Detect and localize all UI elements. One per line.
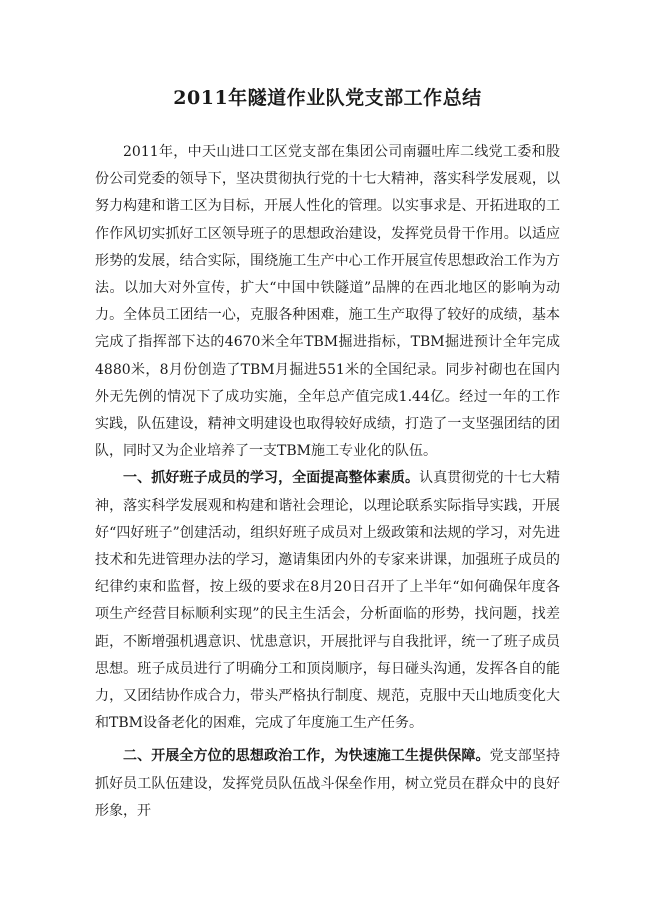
section-1-paragraph [95,465,560,737]
section-2-paragraph [95,743,560,825]
document-title: 2011年隧道作业队党支部工作总结 [173,87,482,109]
section-1-heading: 一、抓好班子成员的学习，全面提高整体素质。 [123,470,420,487]
section-2-heading: 二、开展全方位的思想政治工作，为快速施工生提供保障。 [123,748,490,765]
intro-paragraph: 2011年，中天山进口工区党支部在集团公司南疆吐库二线党工委和股份公司党委的领导下，坚决贯彻执行党的十七大精神，落实科学发展观，以努力构建和谐工区为目标，开展人性化的管理。以实事求是、开拓进取的工作作风切实抓好工区领导班子的思想政治建设，发挥党员骨干作用。以适应形势的发展，结合实际，围绕施工生产中心工作开展宣传思想政治工作为方法。以加大对外宣传，扩大“中国中铁隧道”品牌的在西北地区的影响为动力。全体员工团结一心，克服各种困难，施工生产取得了较好的成绩，基本完成了指挥部下达的4670米全年TBM掘进指标，TBM掘进预计全年完成4880米，8月份创造了TBM月掘进551米的全国纪录。同步衬砌也在国内外无先例的情况下了成功实施，全年总产值完成1.44亿。经过一年的工作实践，队伍建设，精神文明建设也取得较好成绩，打造了一支坚强团结的团队，同时又为企业培养了一支TBM施工专业化的队伍。 [95,144,560,460]
section-2-body: 党支部坚持抓好员工队伍建设，发挥党员队伍战斗保垒作用，树立党员在群众中的良好形象，开 [95,748,561,819]
section-1-body: 认真贯彻党的十七大精神，落实科学发展观和构建和谐社会理论，以理论联系实际指导实践，开展好“四好班子”创建活动，组织好班子成员对上级政策和法规的学习，对先进技术和先进管理办法的学习，邀请集团内外的专家来讲课，加强班子成员的纪律约束和监督，按上级的要求在8月20日召开了上半年“如何确保年度各项生产经营目标顺利实现”的民主生活会，分析面临的形势，找问题，找差距，不断增强机遇意识、忧患意识，开展批评与自我批评，统一了班子成员思想。班子成员进行了明确分工和顶岗顺序，每日碰头沟通，发挥各自的能力，又团结协作成合力，带头严格执行制度、规范，克服中天山地质变化大和TBM设备老化的困难，完成了年度施工生产任务。 [95,470,561,732]
